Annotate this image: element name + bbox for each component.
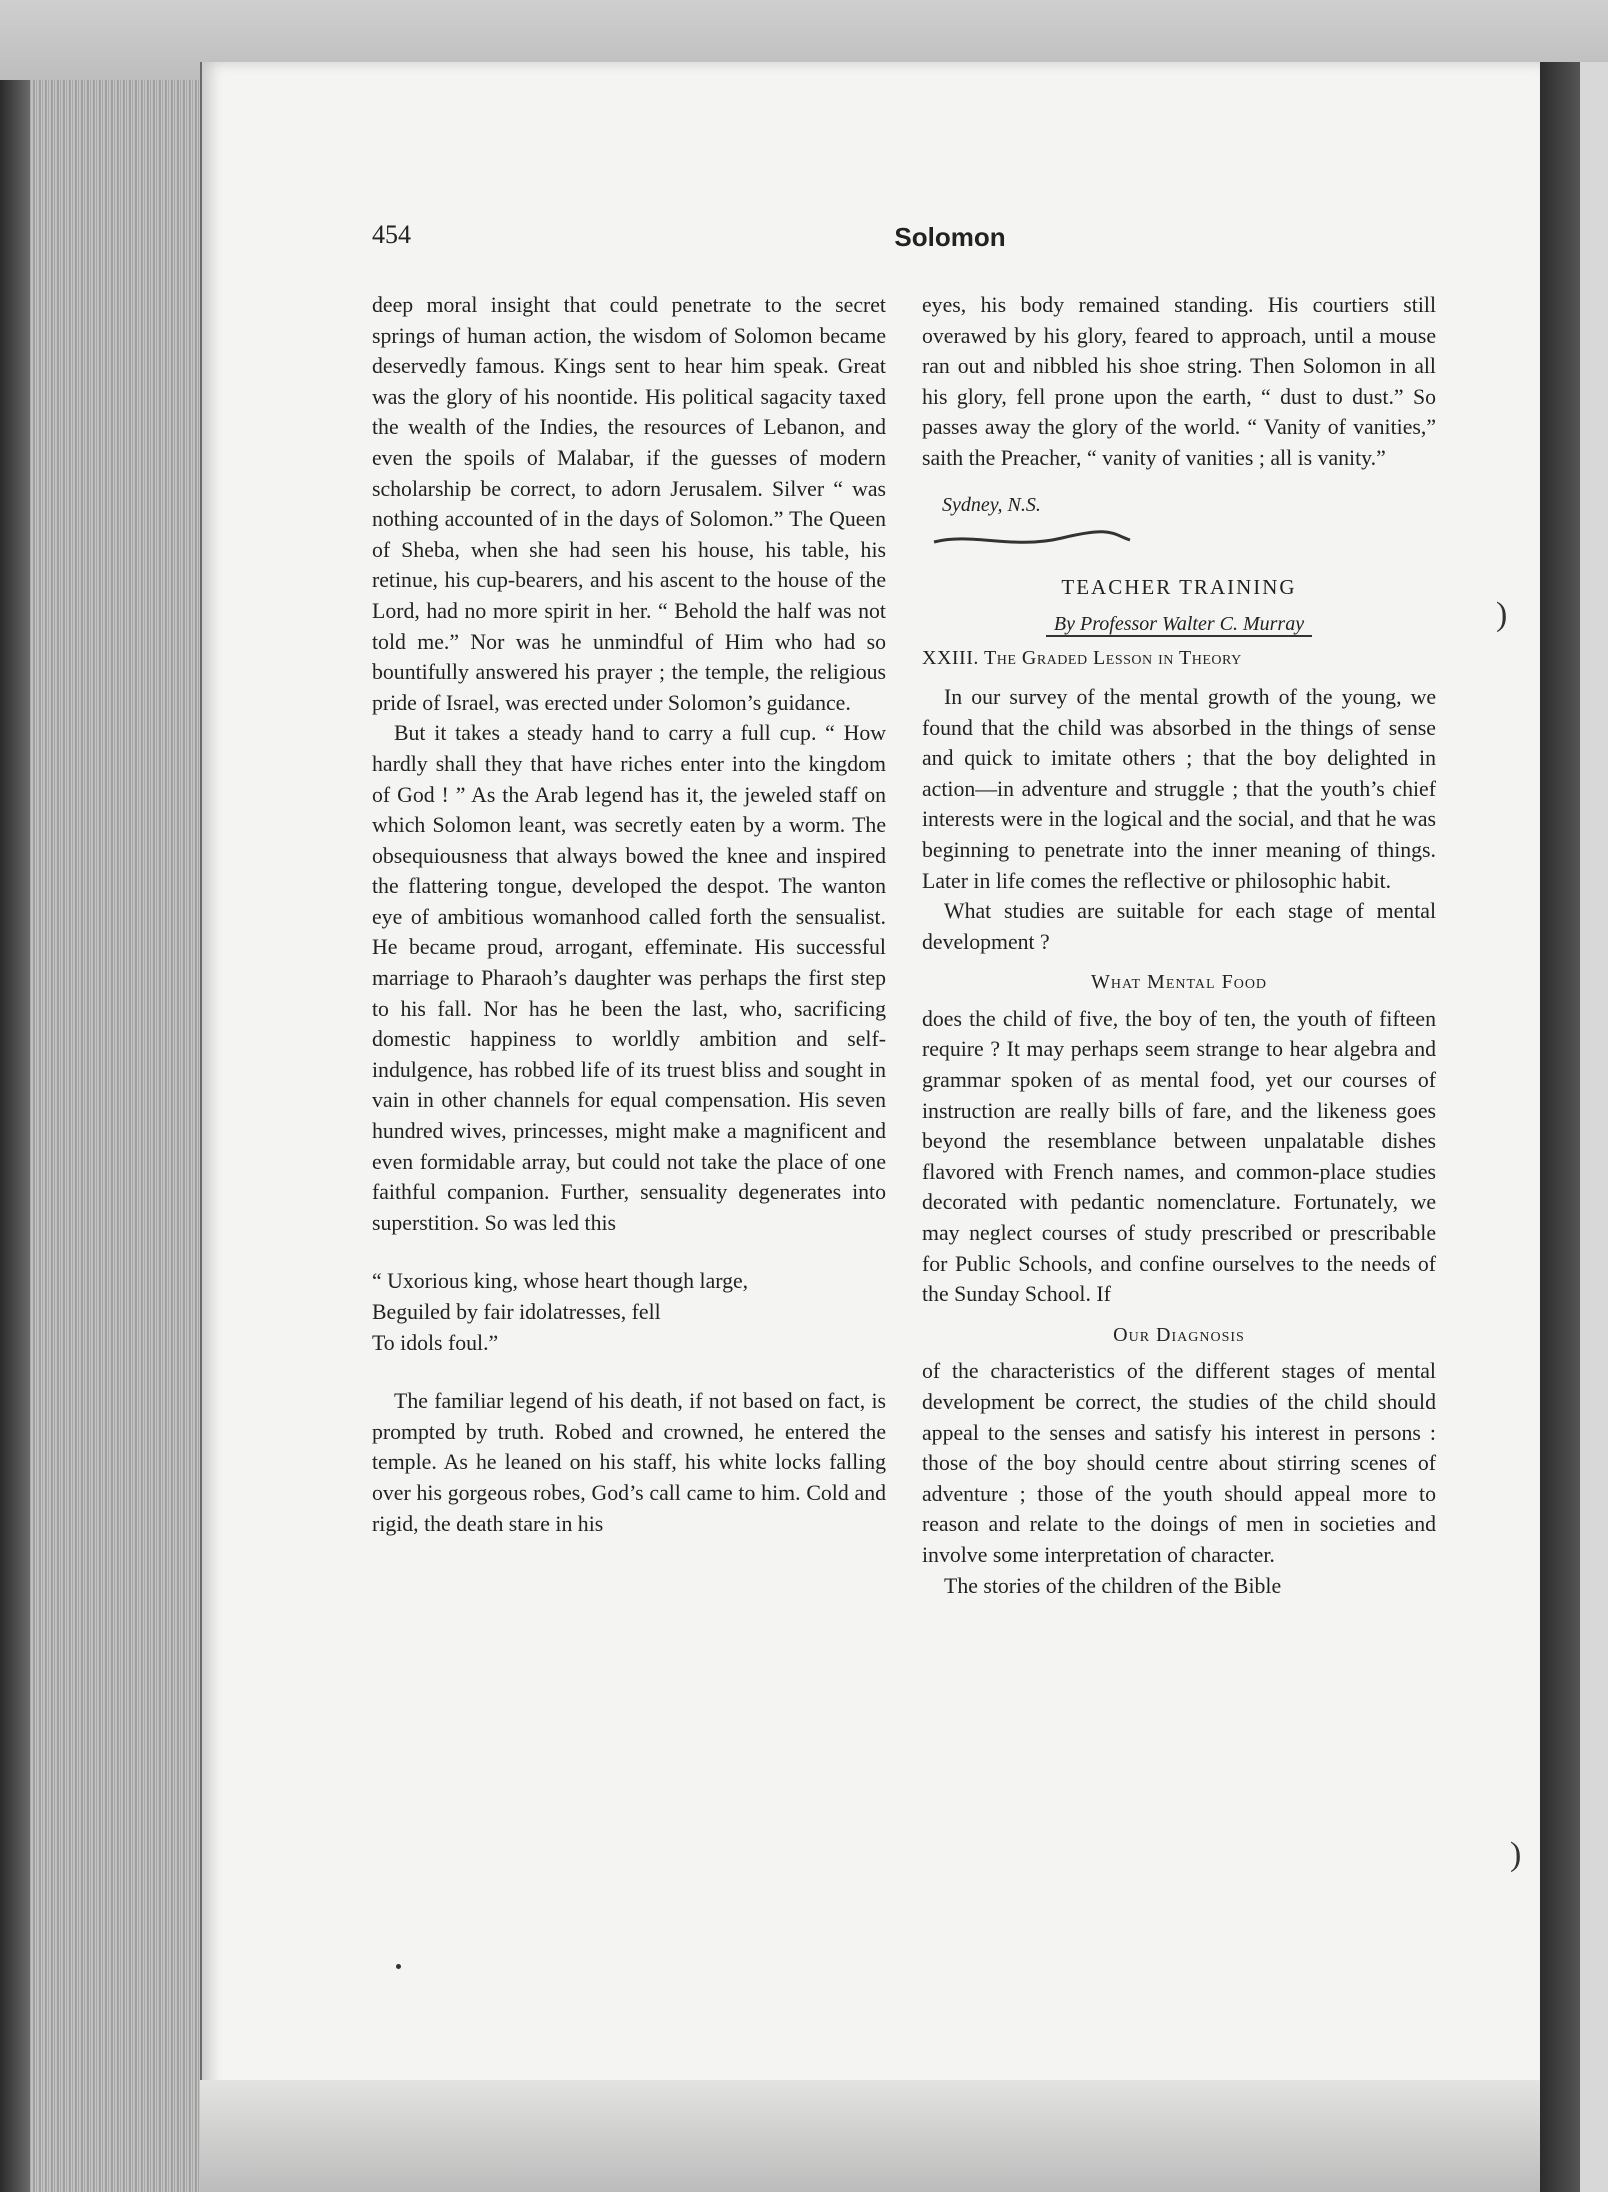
- margin-pencil-mark: ): [1510, 1836, 1522, 1873]
- right-paragraph-5: of the characteristics of the different stages of mental development be correct, the studies of the child should appeal to the senses and satisfy his interest in persons : those of the boy should centre about stirring scenes of adventure ; those of the youth should appeal more to reason and relate to the doings of men in societies and involve some interpretation of character.: [922, 1359, 1436, 1567]
- left-paragraph-3: The familiar legend of his death, if not based on fact, is prompted by truth. Robed and crowned, he entered the temple. As he leaned on his staff, his white locks falling over his gorgeous robes, God’s call came to him. Cold and rigid, the death stare in his: [372, 1389, 886, 1536]
- left-paragraph-2: But it takes a steady hand to carry a full cup. “ How hardly shall they that have riches enter into the kingdom of God ! ” As the Arab legend has it, the jeweled staff on which Solomon leant, was secretly eaten by a worm. The obsequiousness that always bowed the knee and inspired the flattering tongue, developed the despot. The wanton eye of ambitious womanhood called forth the sensualist. He became proud, arrogant, effeminate. His successful marriage to Pharaoh’s daughter was perhaps the first step to his fall. Nor has he been the last, who, sacrificing domestic happiness to worldly ambition and self-indulgence, has robbed life of its truest bliss and sought in vain in other channels for equal compensation. His seven hundred wives, princesses, might make a magnificent and even formidable array, but could not take the place of one faithful companion. Further, sensuality degenerates into superstition. So was led this: [372, 721, 886, 1235]
- margin-parenthesis-mark: ): [1496, 596, 1508, 633]
- running-head: Solomon: [894, 222, 1006, 252]
- lesson-title: XXIII. The Graded Lesson in Theory: [922, 647, 1242, 670]
- subheading-diagnosis: Our Diagnosis: [1113, 1323, 1245, 1346]
- right-paragraph-6: The stories of the children of the Bible: [944, 1573, 1282, 1598]
- section-title: TEACHER TRAINING: [1061, 575, 1297, 600]
- right-paragraph-3: What studies are suitable for each stage of mental development ?: [922, 899, 1436, 954]
- poem-quote: [372, 1266, 886, 1358]
- poem-line: “ Uxorious king, whose heart though large,: [372, 1269, 749, 1294]
- signature-flourish: [932, 528, 1132, 552]
- article-byline: [922, 609, 1436, 640]
- byline-text: By Professor Walter C. Murray: [1046, 613, 1312, 637]
- poem-line: To idols foul.”: [372, 1330, 499, 1355]
- book-page-edges: [0, 80, 222, 2192]
- page-number: 454: [372, 220, 411, 249]
- right-paragraph-1: eyes, his body remained standing. His courtiers still overawed by his glory, feared to approach, until a mouse ran out and nibbled his shoe string. Then Solomon in all his glory, fell prone upon the earth, “ dust to dust.” So passes away the glory of the world. “ Vanity of vanities,” saith the Preacher, “ vanity of vanities ; all is vanity.”: [922, 293, 1436, 470]
- article-signature: Sydney, N.S.: [942, 493, 1041, 516]
- right-column: [922, 290, 1436, 1601]
- book-spine-shadow: [0, 80, 30, 2192]
- page-bottom-shadow: [200, 2080, 1540, 2192]
- left-paragraph-1: deep moral insight that could penetrate to the secret springs of human action, the wisdom of Solomon became deservedly famous. Kings sent to hear him speak. Great was the glory of his noontide. His political sagacity taxed the wealth of the Indies, the resources of Lebanon, and even the spoils of Malabar, if the guesses of modern scholarship be correct, to adorn Jerusalem. Silver “ was nothing accounted of in the days of Solomon.” The Queen of Sheba, when she had seen his house, his table, his retinue, his cup-bearers, and his ascent to the house of the Lord, had no more spirit in her. “ Behold the half was not told me.” Nor was he unmindful of Him who had so bountifully answered his prayer ; the temple, the religious pride of Israel, was erected under Solomon’s guidance.: [372, 293, 886, 715]
- left-column: [372, 290, 886, 1539]
- page-dot-mark: [396, 1964, 401, 1969]
- right-paragraph-2: In our survey of the mental growth of the young, we found that the child was absorbed in the things of sense and quick to imitate others ; that the boy delighted in action—in adventure and struggle ; that the youth’s chief interests were in the logical and the social, and that he was beginning to penetrate into the inner meaning of things. Later in life comes the reflective or philosophic habit.: [922, 684, 1436, 893]
- right-paragraph-4: does the child of five, the boy of ten, the youth of fifteen require ? It may perhaps seem strange to hear algebra and grammar spoken of as mental food, yet our courses of instruction are really bills of fare, and the likeness goes beyond the resemblance between unpalatable dishes flavored with French names, and common-place studies decorated with pedantic nomenclature. Fortunately, we may neglect courses of study prescribed or prescribable for Public Schools, and confine ourselves to the needs of the Sunday School. If: [922, 1006, 1436, 1307]
- subheading-mental-food: What Mental Food: [1090, 971, 1268, 994]
- poem-line: Beguiled by fair idolatresses, fell: [372, 1300, 661, 1324]
- facing-page-edge: [1580, 62, 1608, 2192]
- facing-page-shadow: [1540, 62, 1580, 2192]
